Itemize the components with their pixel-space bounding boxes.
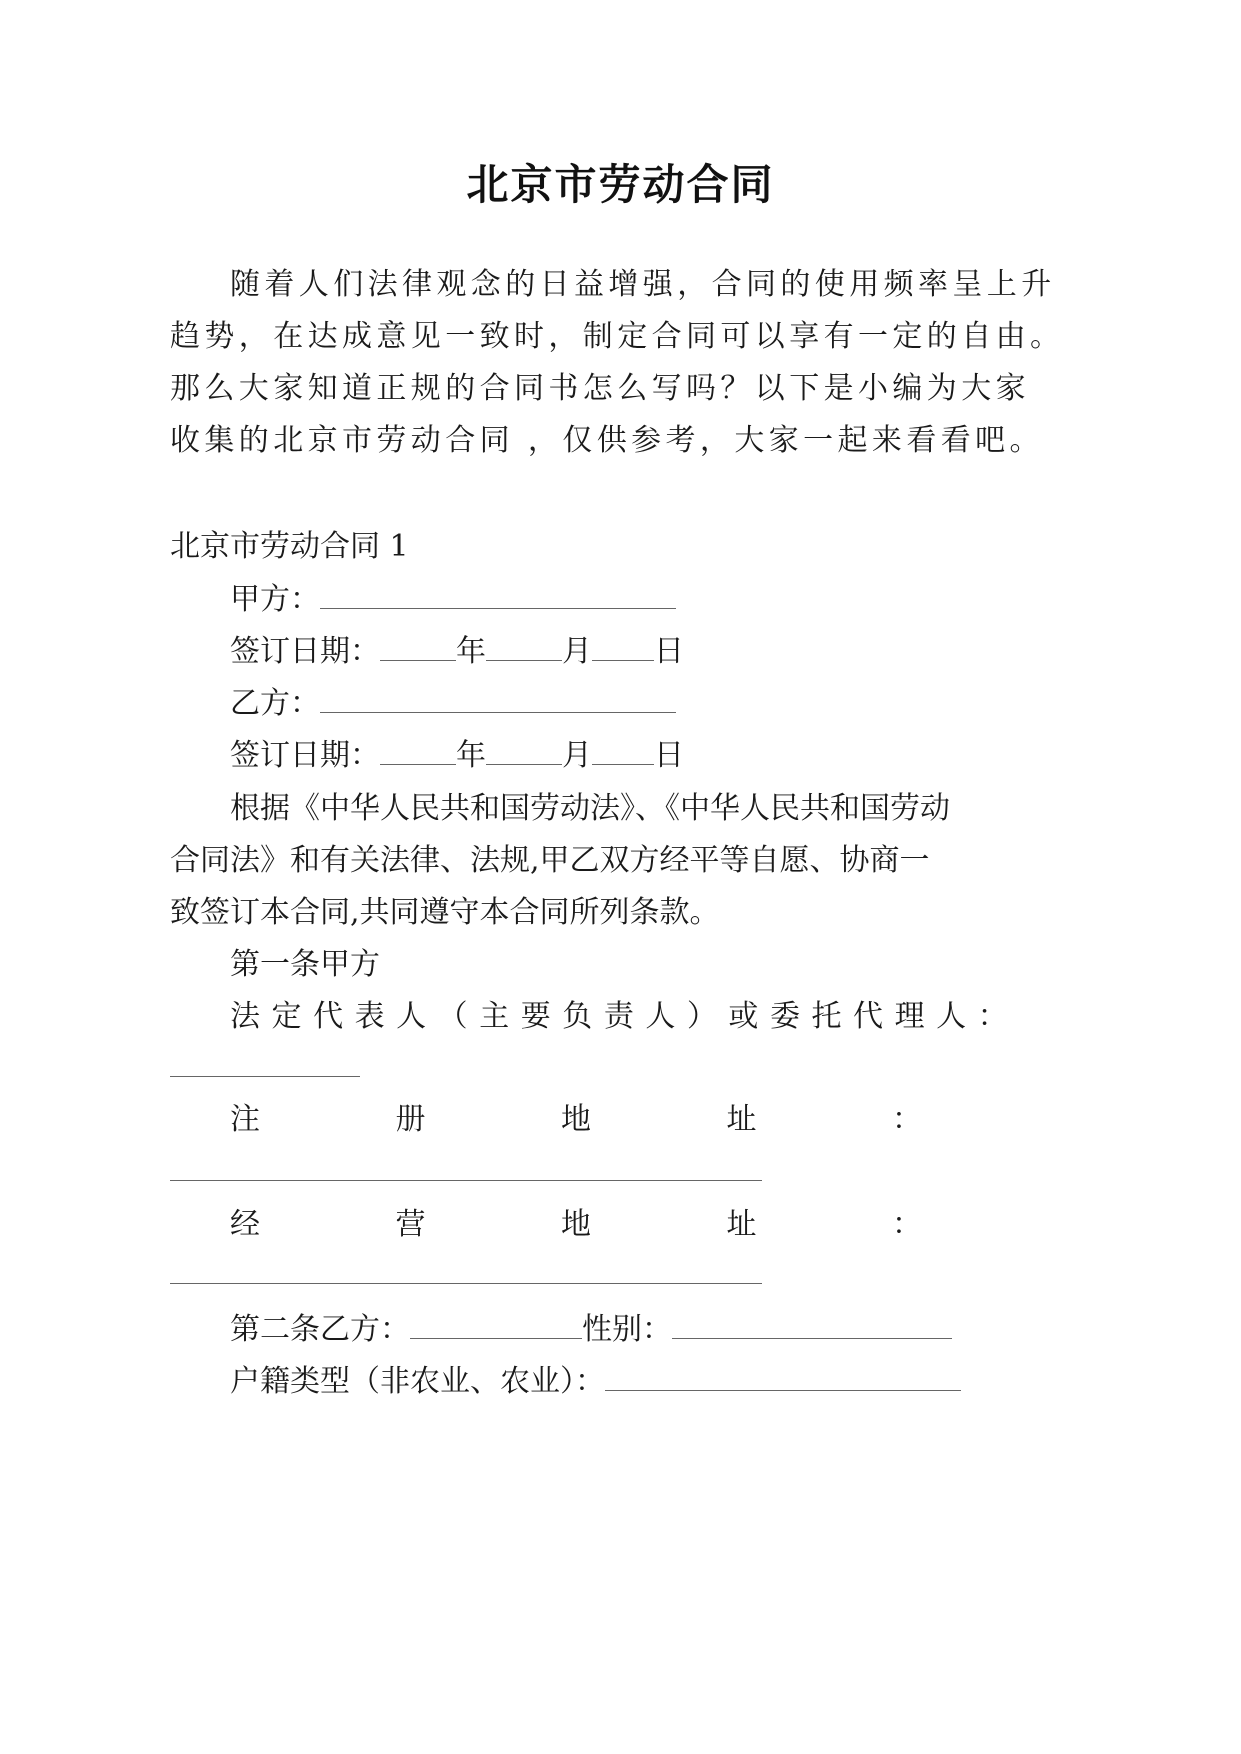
- month-label-a: 月: [562, 634, 592, 669]
- section-title: 北京市劳动合同 1: [170, 529, 409, 564]
- day-blank-b[interactable]: [592, 740, 654, 765]
- biz-address-char: ：: [892, 1207, 922, 1242]
- sign-date-label-a: 签订日期：: [230, 634, 380, 669]
- month-label-b: 月: [562, 738, 592, 773]
- basis-line-1: 根据《中华人民共和国劳动法》、《中华人民共和国劳动: [230, 791, 950, 826]
- party-b-row: [230, 684, 676, 724]
- biz-address-char: 营: [395, 1207, 426, 1242]
- reg-address-char: 注: [230, 1102, 260, 1137]
- reg-address-char: 册: [395, 1102, 426, 1137]
- party-b-label: 乙方：: [230, 686, 320, 721]
- biz-address-blank[interactable]: [170, 1283, 762, 1284]
- article-2-label: 第二条乙方：: [230, 1312, 410, 1347]
- basis-line-2: 合同法》和有关法律、法规,甲乙双方经平等自愿、协商一: [170, 843, 930, 878]
- reg-address-label: [230, 1100, 922, 1140]
- basis-line-3: 致签订本合同,共同遵守本合同所列条款。: [170, 895, 720, 930]
- sign-date-label-b: 签订日期：: [230, 738, 380, 773]
- reg-address-char: ：: [892, 1102, 922, 1137]
- biz-address-char: 经: [230, 1207, 260, 1242]
- biz-address-char: 址: [726, 1207, 757, 1242]
- reg-address-char: 址: [726, 1102, 757, 1137]
- party-a-label: 甲方：: [230, 582, 320, 617]
- sign-date-row-a: [230, 632, 684, 672]
- year-blank-b[interactable]: [380, 740, 456, 765]
- biz-address-label: [230, 1205, 922, 1245]
- month-blank-b[interactable]: [486, 740, 562, 765]
- year-blank-a[interactable]: [380, 636, 456, 661]
- day-label-b: 日: [654, 738, 684, 773]
- day-blank-a[interactable]: [592, 636, 654, 661]
- biz-address-char: 地: [561, 1207, 591, 1242]
- party-b-blank[interactable]: [320, 688, 676, 713]
- household-label: 户籍类型（非农业、农业）：: [230, 1364, 605, 1399]
- gender-blank[interactable]: [672, 1314, 952, 1339]
- article-2-row: [230, 1310, 952, 1350]
- day-label-a: 日: [654, 634, 684, 669]
- intro-line-1: 随着人们法律观念的日益增强，合同的使用频率呈上升: [230, 267, 1056, 302]
- reg-address-blank[interactable]: [170, 1180, 762, 1181]
- sign-date-row-b: [230, 736, 684, 776]
- year-label-a: 年: [456, 634, 486, 669]
- intro-line-2: 趋势，在达成意见一致时，制定合同可以享有一定的自由。: [170, 319, 1065, 354]
- party-a-row: [230, 580, 676, 620]
- legal-rep-label: 法 定 代 表 人 （ 主 要 负 责 人 ） 或 委 托 代 理 人 ：: [230, 999, 1009, 1034]
- month-blank-a[interactable]: [486, 636, 562, 661]
- intro-line-3: 那么大家知道正规的合同书怎么写吗？以下是小编为大家: [170, 371, 1030, 406]
- article-1-heading: 第一条甲方: [230, 947, 380, 982]
- document-title: 北京市劳动合同: [466, 160, 775, 209]
- intro-line-4: 收集的北京市劳动合同 ，仅供参考，大家一起来看看吧。: [170, 423, 1044, 458]
- household-row: [230, 1362, 961, 1402]
- household-blank[interactable]: [605, 1366, 961, 1391]
- legal-rep-blank[interactable]: [170, 1076, 360, 1077]
- party-a-blank[interactable]: [320, 584, 676, 609]
- gender-label: 性别：: [582, 1312, 672, 1347]
- reg-address-char: 地: [561, 1102, 591, 1137]
- party-b-name-blank[interactable]: [410, 1314, 582, 1339]
- year-label-b: 年: [456, 738, 486, 773]
